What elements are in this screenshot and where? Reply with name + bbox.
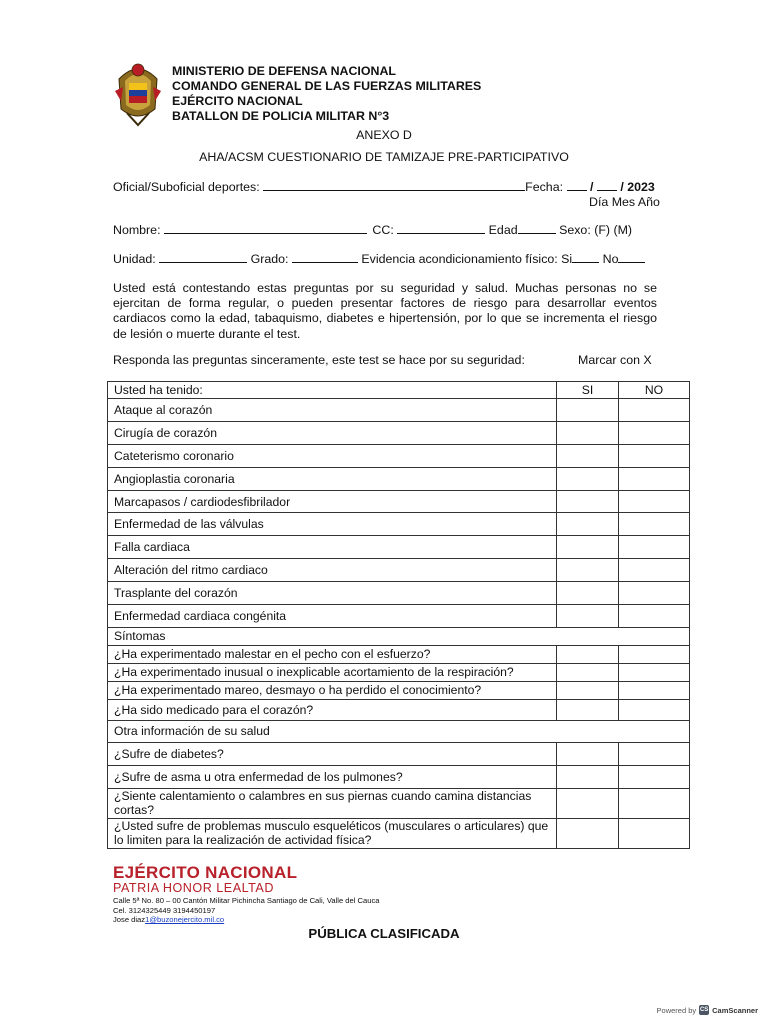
fecha-sublabel: Día Mes Año — [589, 195, 660, 209]
answer-no-cell[interactable] — [619, 536, 690, 559]
section-title-symptoms: Síntomas — [108, 627, 690, 645]
table-row — [108, 559, 690, 582]
table-row — [108, 490, 690, 513]
answer-no-cell[interactable] — [619, 605, 690, 628]
fecha-label: Fecha: — [525, 180, 564, 194]
answer-no-cell[interactable] — [619, 444, 690, 467]
question-label: Trasplante del corazón — [108, 582, 557, 605]
answer-yes-cell[interactable] — [557, 788, 619, 818]
table-row — [108, 765, 690, 788]
camscanner-watermark — [657, 1005, 758, 1015]
classification-label: PÚBLICA CLASIFICADA — [308, 926, 460, 941]
nombre-label: Nombre: — [113, 223, 161, 237]
question-label: Enfermedad de las válvulas — [108, 513, 557, 536]
answer-no-cell[interactable] — [619, 681, 690, 699]
answer-yes-cell[interactable] — [557, 582, 619, 605]
annex-label: ANEXO D — [356, 128, 412, 142]
org-line-command: COMANDO GENERAL DE LAS FUERZAS MILITARES — [172, 79, 482, 93]
section-row-other — [108, 720, 690, 742]
header-yes: SI — [557, 382, 619, 399]
answer-yes-cell[interactable] — [557, 490, 619, 513]
evidencia-si-field[interactable] — [572, 252, 599, 263]
grado-label: Grado: — [250, 252, 289, 266]
footer-motto: PATRIA HONOR LEALTAD — [113, 881, 274, 895]
answer-yes-cell[interactable] — [557, 559, 619, 582]
table-row — [108, 421, 690, 444]
nombre-row — [113, 223, 632, 237]
army-crest-logo — [113, 57, 163, 127]
question-label: Enfermedad cardiaca congénita — [108, 605, 557, 628]
section-row-symptoms — [108, 627, 690, 645]
answer-no-cell[interactable] — [619, 559, 690, 582]
table-row — [108, 605, 690, 628]
answer-no-cell[interactable] — [619, 490, 690, 513]
mark-instruction: Marcar con X — [578, 353, 652, 367]
question-label: Alteración del ritmo cardiaco — [108, 559, 557, 582]
evidencia-no-field[interactable] — [618, 252, 645, 263]
footer-email — [113, 915, 380, 925]
organization-header — [172, 64, 481, 124]
answer-yes-cell[interactable] — [557, 399, 619, 422]
table-row — [108, 467, 690, 490]
answer-no-cell[interactable] — [619, 788, 690, 818]
answer-yes-cell[interactable] — [557, 645, 619, 663]
table-row — [108, 444, 690, 467]
camscanner-name: CamScanner — [712, 1005, 758, 1015]
table-row — [108, 582, 690, 605]
answer-yes-cell[interactable] — [557, 699, 619, 720]
question-label: ¿Sufre de asma u otra enfermedad de los pulmones? — [108, 765, 557, 788]
answer-yes-cell[interactable] — [557, 742, 619, 765]
evidencia-no-label: No — [602, 252, 619, 266]
answer-no-cell[interactable] — [619, 467, 690, 490]
section-title-other: Otra información de su salud — [108, 720, 690, 742]
header-no: NO — [619, 382, 690, 399]
questionnaire-table — [107, 381, 690, 849]
cc-field[interactable] — [397, 223, 485, 234]
answer-no-cell[interactable] — [619, 765, 690, 788]
answer-yes-cell[interactable] — [557, 444, 619, 467]
footer-phones: Cel. 3124325449 3194450197 — [113, 905, 216, 915]
cc-label: CC: — [372, 223, 394, 237]
answer-yes-cell[interactable] — [557, 765, 619, 788]
answer-yes-cell[interactable] — [557, 663, 619, 681]
question-label: ¿Sufre de diabetes? — [108, 742, 557, 765]
camscanner-logo-icon: CS — [699, 1007, 709, 1013]
org-line-army: EJÉRCITO NACIONAL — [172, 94, 303, 108]
table-row — [108, 742, 690, 765]
answer-no-cell[interactable] — [619, 513, 690, 536]
edad-label: Edad — [488, 223, 518, 237]
unidad-row — [113, 252, 645, 266]
question-label: ¿Siente calentamiento o calambres en sus piernas cuando camina distancias cortas? — [108, 788, 557, 818]
question-label: Cirugía de corazón — [108, 421, 557, 444]
answer-yes-cell[interactable] — [557, 513, 619, 536]
sexo-label: Sexo: (F) (M) — [559, 223, 633, 237]
table-row — [108, 536, 690, 559]
fecha-separator: / — [589, 180, 594, 194]
table-header-row — [108, 382, 690, 399]
intro-paragraph: Usted está contestando estas preguntas por su seguridad y salud. Muchas personas no se ejercitan de forma regular, o pueden presentar factores de riesgo para desarrollar eventos cardiacos como la edad, tabaquismo, diabetes e hipertensión, por lo que se incrementa el riesgo de lesión o muerte durante el test. — [113, 281, 657, 341]
oficial-label: Oficial/Suboficial deportes: — [113, 180, 260, 194]
powered-by-label: Powered by — [656, 1005, 697, 1015]
respond-instruction: Responda las preguntas sinceramente, este test se hace por su seguridad: — [113, 353, 525, 367]
question-label: ¿Ha experimentado inusual o inexplicable acortamiento de la respiración? — [108, 663, 557, 681]
unidad-label: Unidad: — [113, 252, 156, 266]
answer-yes-cell[interactable] — [557, 536, 619, 559]
org-line-ministry: MINISTERIO DE DEFENSA NACIONAL — [172, 64, 396, 78]
fecha-day-field[interactable] — [567, 180, 587, 191]
question-label: ¿Ha experimentado mareo, desmayo o ha perdido el conocimiento? — [108, 681, 557, 699]
table-row — [108, 788, 690, 818]
answer-yes-cell[interactable] — [557, 681, 619, 699]
oficial-fecha-row — [113, 180, 655, 194]
question-label: Angioplastia coronaria — [108, 467, 557, 490]
answer-yes-cell[interactable] — [557, 818, 619, 848]
footer-email-link[interactable]: 1@buzonejercito.mil.co — [145, 915, 225, 925]
question-label: Falla cardiaca — [108, 536, 557, 559]
table-row — [108, 681, 690, 699]
unidad-field[interactable] — [159, 252, 247, 263]
answer-no-cell[interactable] — [619, 582, 690, 605]
edad-field[interactable] — [518, 223, 556, 234]
table-row — [108, 699, 690, 720]
table-row — [108, 399, 690, 422]
grado-field[interactable] — [292, 252, 358, 263]
header-question: Usted ha tenido: — [108, 382, 557, 399]
answer-no-cell[interactable] — [619, 742, 690, 765]
table-row — [108, 818, 690, 848]
nombre-field[interactable] — [164, 223, 367, 234]
answer-no-cell[interactable] — [619, 663, 690, 681]
answer-yes-cell[interactable] — [557, 421, 619, 444]
org-line-battalion: BATALLON DE POLICIA MILITAR N°3 — [172, 109, 390, 123]
evidencia-label: Evidencia acondicionamiento físico: Si — [361, 252, 573, 266]
footer-army-title: EJÉRCITO NACIONAL — [113, 863, 298, 882]
answer-yes-cell[interactable] — [557, 605, 619, 628]
answer-no-cell[interactable] — [619, 645, 690, 663]
question-label: ¿Ha sido medicado para el corazón? — [108, 699, 557, 720]
answer-no-cell[interactable] — [619, 818, 690, 848]
answer-no-cell[interactable] — [619, 699, 690, 720]
fecha-year: / 2023 — [620, 180, 655, 194]
footer-email-prefix: Jose diaz — [113, 915, 146, 925]
table-row — [108, 663, 690, 681]
question-label: Ataque al corazón — [108, 399, 557, 422]
table-row — [108, 645, 690, 663]
table-row — [108, 513, 690, 536]
question-label: Cateterismo coronario — [108, 444, 557, 467]
fecha-month-field[interactable] — [597, 180, 617, 191]
oficial-field[interactable] — [263, 180, 525, 191]
footer-address: Calle 5ª No. 80 – 00 Cantón Militar Pichincha Santiago de Cali, Valle del Cauca — [113, 896, 380, 905]
question-label: ¿Ha experimentado malestar en el pecho con el esfuerzo? — [108, 645, 557, 663]
question-label: ¿Usted sufre de problemas musculo esqueléticos (musculares o articulares) que lo limiten para la realización de actividad física? — [108, 818, 557, 848]
answer-yes-cell[interactable] — [557, 467, 619, 490]
answer-no-cell[interactable] — [619, 399, 690, 422]
form-title: AHA/ACSM CUESTIONARIO DE TAMIZAJE PRE-PARTICIPATIVO — [199, 150, 569, 164]
question-label: Marcapasos / cardiodesfibrilador — [108, 490, 557, 513]
answer-no-cell[interactable] — [619, 421, 690, 444]
footer-contact — [113, 896, 380, 925]
